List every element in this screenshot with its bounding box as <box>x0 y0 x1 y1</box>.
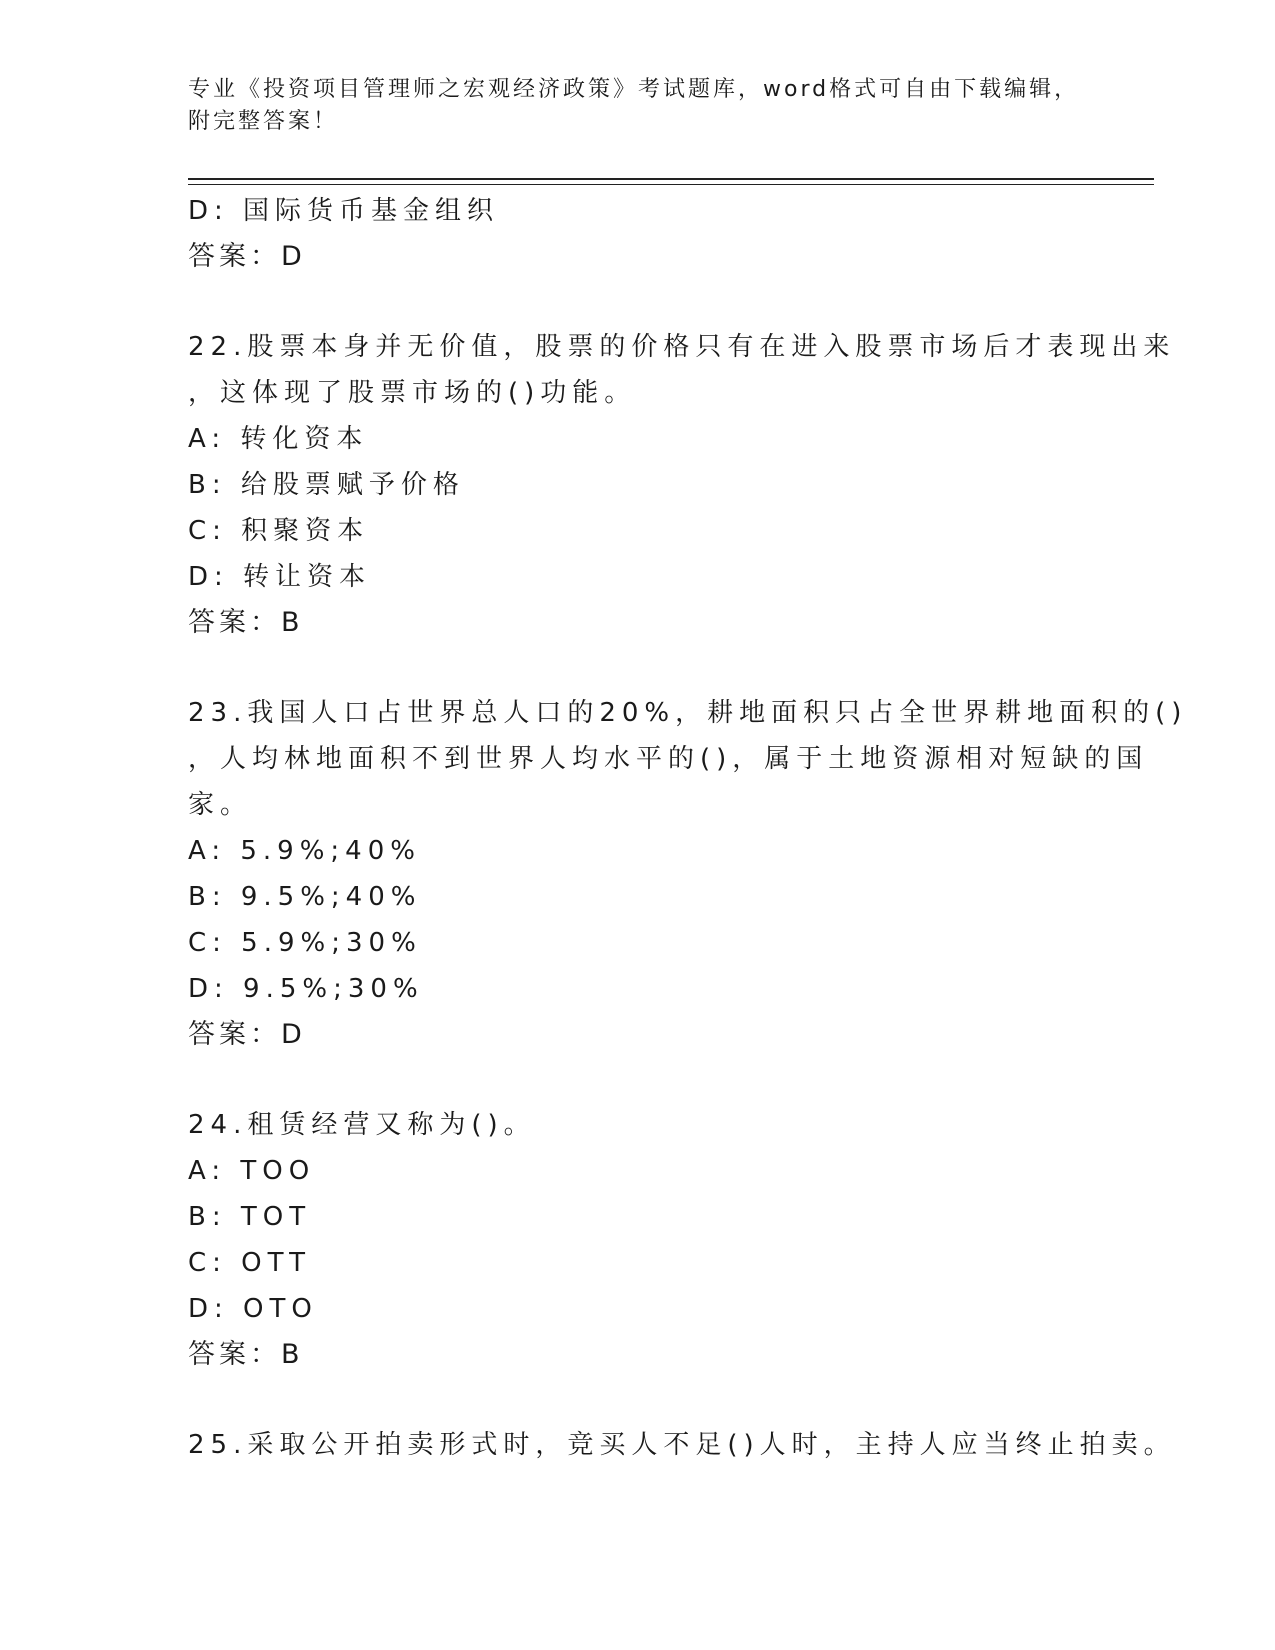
question-23 <box>188 690 1188 1058</box>
answer: 答案：B <box>188 607 304 638</box>
option-c: C: OTT <box>188 1248 311 1278</box>
option-d: D: 国际货币基金组织 <box>188 196 500 226</box>
question-22 <box>188 324 1176 646</box>
question-stem-line: 24.租赁经营又称为()。 <box>188 1110 536 1140</box>
option-d: D: 9.5%;30% <box>188 974 424 1004</box>
question-stem-line: 25.采取公开拍卖形式时，竞买人不足()人时，主持人应当终止拍卖。 <box>188 1430 1176 1460</box>
option-a: A: TOO <box>188 1156 316 1186</box>
option-b: B: 给股票赋予价格 <box>188 470 465 500</box>
question-25 <box>188 1422 1176 1468</box>
answer: 答案：D <box>188 1019 306 1050</box>
question-24 <box>188 1102 1088 1378</box>
option-a: A: 转化资本 <box>188 424 369 454</box>
header-line-1: 专业《投资项目管理师之宏观经济政策》考试题库，word格式可自由下载编辑， <box>188 77 1080 102</box>
option-c: C: 5.9%;30% <box>188 928 422 958</box>
option-b: B: 9.5%;40% <box>188 882 422 912</box>
question-stem-line: ，人均林地面积不到世界人均水平的()，属于土地资源相对短缺的国 <box>188 744 1149 774</box>
header-divider-thick <box>188 178 1154 180</box>
answer: 答案：B <box>188 1339 304 1370</box>
header-divider-thin <box>188 184 1154 185</box>
option-d: D: 转让资本 <box>188 562 372 592</box>
option-d: D: OTO <box>188 1294 318 1324</box>
question-stem-line: 家。 <box>188 790 253 820</box>
document-header <box>188 74 1088 138</box>
question-21-fragment <box>188 188 1088 280</box>
option-b: B: TOT <box>188 1202 312 1232</box>
question-stem-line: ，这体现了股票市场的()功能。 <box>188 378 637 408</box>
answer: 答案：D <box>188 241 306 272</box>
question-stem-line: 23.我国人口占世界总人口的20%，耕地面积只占全世界耕地面积的() <box>188 698 1188 728</box>
question-stem-line: 22.股票本身并无价值，股票的价格只有在进入股票市场后才表现出来 <box>188 332 1176 362</box>
option-c: C: 积聚资本 <box>188 516 370 546</box>
option-a: A: 5.9%;40% <box>188 836 421 866</box>
document-body <box>188 188 1188 1468</box>
header-line-2: 附完整答案！ <box>188 109 339 134</box>
